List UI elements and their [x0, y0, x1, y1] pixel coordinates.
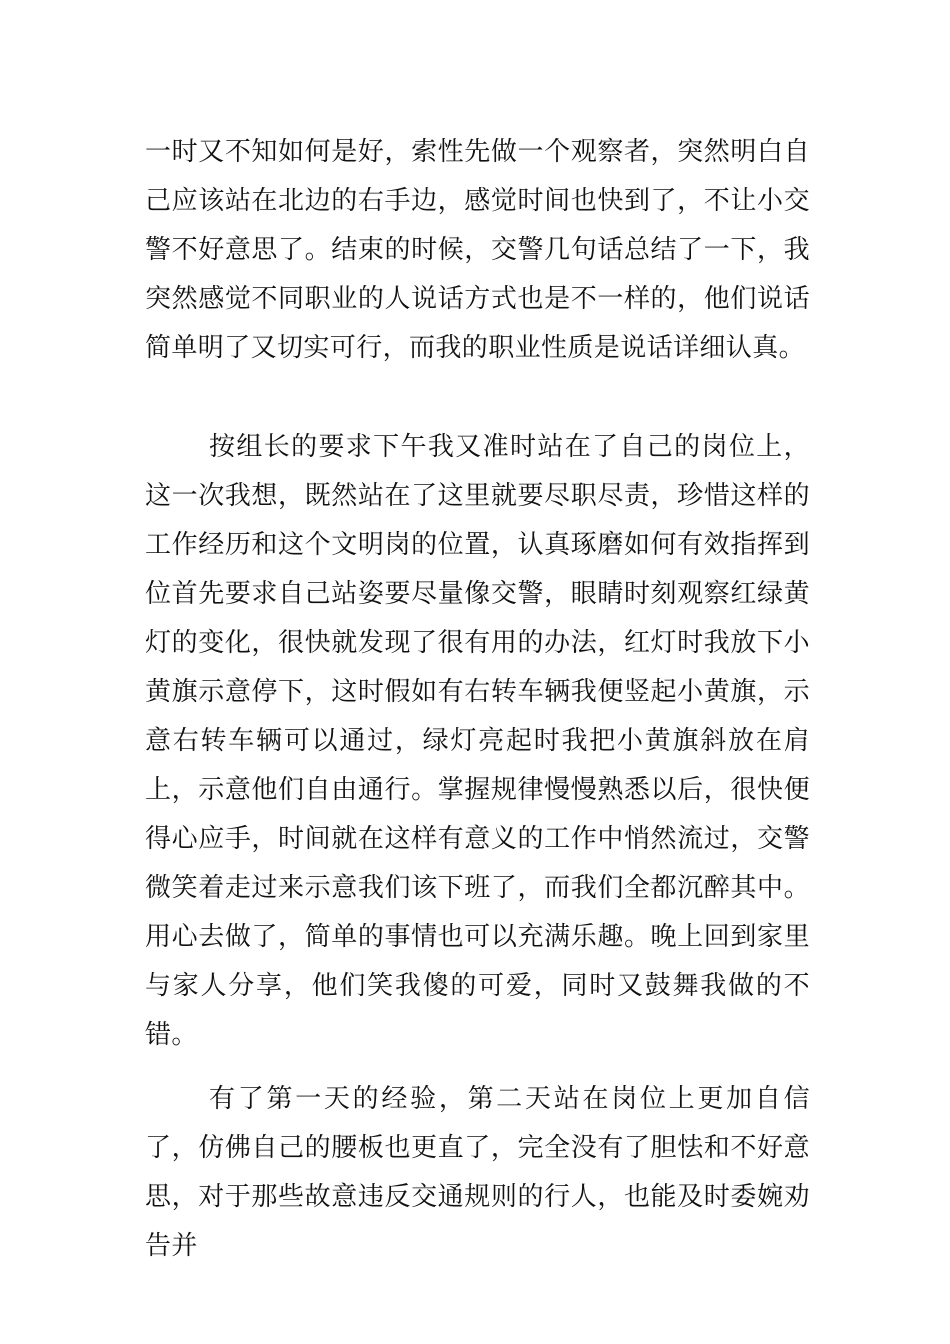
paragraph-2: 按组长的要求下午我又准时站在了自己的岗位上，这一次我想，既然站在了这里就要尽职尽责，珍惜这样的工作经历和这个文明岗的位置，认真琢磨如何有效指挥到位首先要求自己站姿要尽量像交警，眼睛时刻观察红绿黄灯的变化，很快就发现了很有用的办法，红灯时我放下小黄旗示意停下，这时假如有右转车辆我便竖起小黄旗，示意右转车辆可以通过，绿灯亮起时我把小黄旗斜放在肩上，示意他们自由通行。掌握规律慢慢熟悉以后，很快便得心应手，时间就在这样有意义的工作中悄然流过，交警微笑着走过来示意我们该下班了，而我们全都沉醉其中。用心去做了，简单的事情也可以充满乐趣。晚上回到家里与家人分享，他们笑我傻的可爱，同时又鼓舞我做的不错。: [145, 432, 810, 1050]
paragraph-1: 一时又不知如何是好，索性先做一个观察者，突然明白自己应该站在北边的右手边，感觉时间也快到了，不让小交警不好意思了。结束的时候，交警几句话总结了一下，我突然感觉不同职业的人说话方式也是不一样的，他们说话简单明了又切实可行，而我的职业性质是说话详细认真。: [145, 137, 810, 363]
paragraph-3: 有了第一天的经验，第二天站在岗位上更加自信了，仿佛自己的腰板也更直了，完全没有了胆怯和不好意思，对于那些故意违反交通规则的行人，也能及时委婉劝告并: [145, 1084, 810, 1261]
